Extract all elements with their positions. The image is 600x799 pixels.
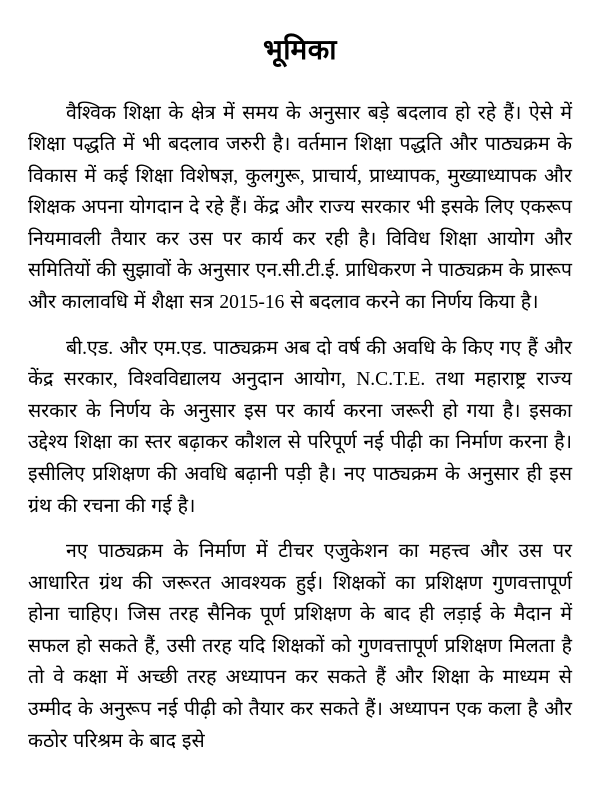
body-text [28,98,572,758]
page-title: भूमिका [263,35,337,66]
paragraph-1: वैश्विक शिक्षा के क्षेत्र में समय के अनुसार बड़े बदलाव हो रहे हैं। ऐसे में शिक्षा पद्धति में भी बदलाव जरुरी है। वर्तमान शिक्षा पद्धति और पाठ्यक्रम के विकास में कई शिक्षा विशेषज्ञ, कुलगुरू, प्राचार्य, प्राध्यापक, मुख्याध्यापक और शिक्षक अपना योगदान दे रहे हैं। केंद्र और राज्य सरकार भी इसके लिए एकरूप नियमावली तैयार कर उस पर कार्य कर रही है। विविध शिक्षा आयोग और समितियों की सुझावों के अनुसार एन.सी.टी.ई. प्राधिकरण ने पाठ्यक्रम के प्रारूप और कालावधि में शैक्षा सत्र 2015-16 से बदलाव करने का निर्णय किया है। [28,102,572,314]
paragraph-3: नए पाठ्यक्रम के निर्माण में टीचर एजुकेशन का महत्त्व और उस पर आधारित ग्रंथ की जरूरत आवश्यक हुई। शिक्षकों का प्रशिक्षण गुणवत्तापूर्ण होना चाहिए। जिस तरह सैनिक पूर्ण प्रशिक्षण के बाद ही लड़ाई के मैदान में सफल हो सकते हैं, उसी तरह यदि शिक्षकों को गुणवत्तापूर्ण प्रशिक्षण मिलता है तो वे कक्षा में अच्छी तरह अध्यापन कर सकते हैं और शिक्षा के माध्यम से उम्मीद के अनुरूप नई पीढ़ी को तैयार कर सकते हैं। अध्यापन एक कला है और कठोर परिश्रम के बाद इसे [28,541,572,752]
paragraph-2: बी.एड. और एम.एड. पाठ्यक्रम अब दो वर्ष की अवधि के किए गए हैं और केंद्र सरकार, विश्वविद्यालय अनुदान आयोग, N.C.T.E. तथा महाराष्ट्र राज्य सरकार के निर्णय के अनुसार इस पर कार्य करना जरूरी हो गया है। इसका उद्देश्य शिक्षा का स्तर बढ़ाकर कौशल से परिपूर्ण नई पीढ़ी का निर्माण करना है। इसीलिए प्रशिक्षण की अवधि बढ़ानी पड़ी है। नए पाठ्यक्रम के अनुसार ही इस ग्रंथ की रचना की गई है। [28,337,572,517]
